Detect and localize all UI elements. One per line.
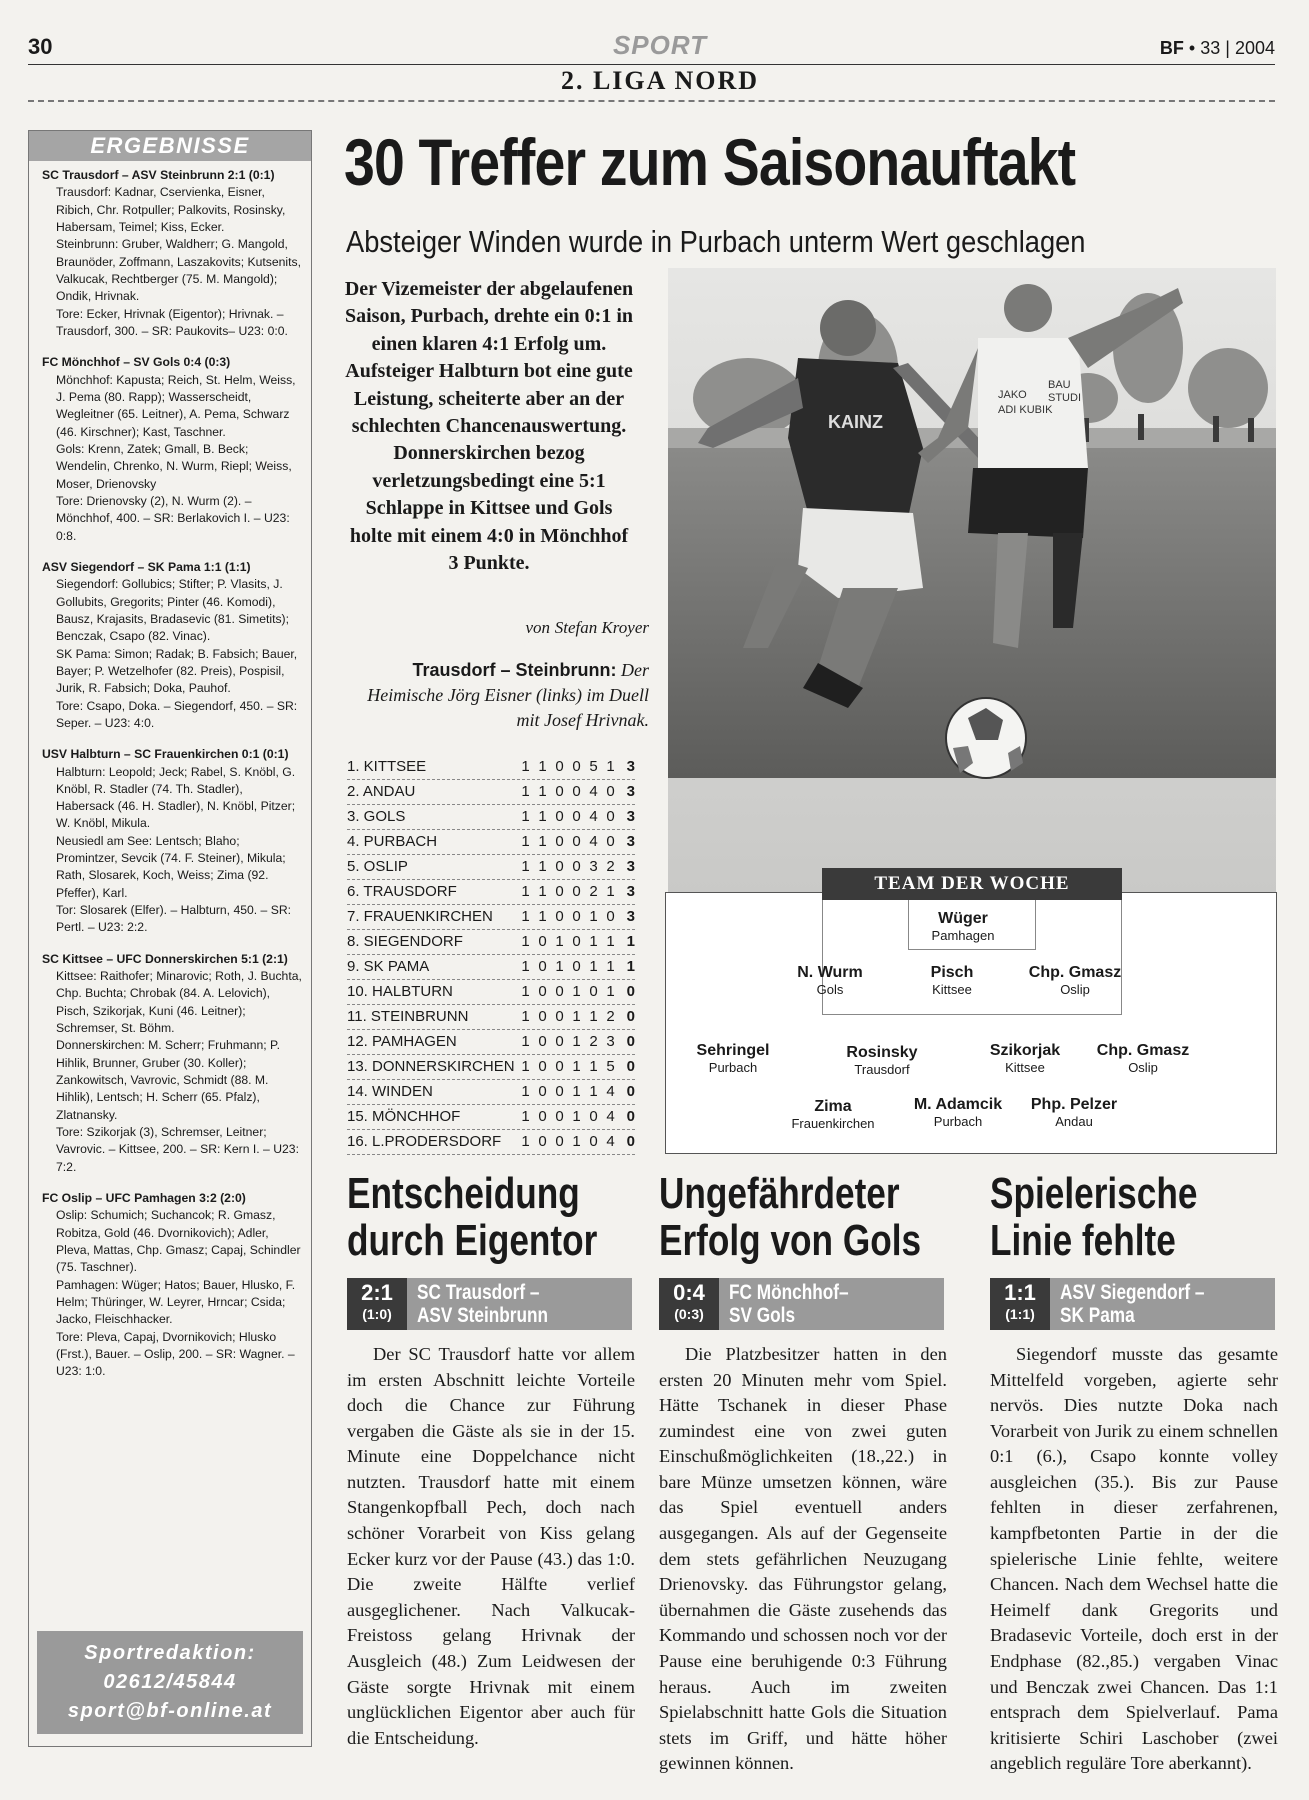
standings-value: 0 [606, 833, 615, 850]
result-line: Oslip: Schumich; Suchancok; R. Gmasz, Robitza, Gold (46. Dvornikovich); Adler, Pleva, Mattas, Chp. Gmasz; Capaj, Schindler (75. Taschner). [56, 1208, 301, 1275]
standings-value: 1 [521, 983, 530, 1000]
player-club: Pamhagen [931, 928, 995, 943]
result-game [42, 559, 303, 732]
main-headline: 30 Treffer zum Saisonauftakt [344, 125, 1076, 199]
standings-team: 11. STEINBRUNN [347, 1008, 469, 1025]
contact-email[interactable]: sport@bf-online.at [67, 1700, 273, 1722]
standings-value: 0 [555, 1008, 564, 1025]
score-teams [729, 1282, 849, 1327]
standings-table [347, 755, 635, 1155]
standings-team: 12. PAMHAGEN [347, 1033, 457, 1050]
results-list [29, 161, 311, 1381]
jersey-sponsor-1: JAKO [998, 389, 1027, 401]
article-headline [990, 1170, 1197, 1264]
standings-row [347, 855, 635, 880]
standings-row [347, 805, 635, 830]
player-name: Chp. Gmasz [1096, 1042, 1190, 1059]
standings-value: 1 [606, 958, 615, 975]
standings-value: 1 [589, 1083, 598, 1100]
standings-team: 13. DONNERSKIRCHEN [347, 1058, 515, 1075]
standings-value: 0 [572, 783, 581, 800]
team-of-week-player [893, 910, 1033, 943]
section-title: SPORT [612, 30, 708, 60]
team-of-week-title: TEAM DER WOCHE [822, 868, 1122, 900]
standings-value: 1 [606, 983, 615, 1000]
score-final: 0:4 [673, 1280, 705, 1305]
standings-value: 1 [572, 1008, 581, 1025]
jersey-sponsor-3: BAU [1048, 379, 1071, 391]
standings-value: 0 [555, 1133, 564, 1150]
standings-value: 1 [555, 958, 564, 975]
standings-points: 0 [626, 1133, 635, 1150]
result-line: Siegendorf: Gollubics; Stifter; P. Vlasits, J. Gollubits, Gregorits; Pinter (46. Komodi), Bausz, Krajasits, Bradasevic (81. Simetits); Benczak, Csapo (82. Vinac). [56, 577, 289, 644]
standings-points: 3 [626, 758, 635, 775]
intro-text: Der Vizemeister der abgelaufenen Saison, Purbach, drehte ein 0:1 in einen klaren 4:1 Erfolg um. Aufsteiger Halbturn bot eine gute Leistung, scheiterte aber an der schlechten Chancenauswertung. Donnerskirchen bezog verletzungsbedingt eine 5:1 Schlappe in Kittsee und Gols holte mit einem 4:0 in Mönchhof 3 Punkte. [344, 278, 634, 574]
header-rule [28, 64, 1275, 65]
article-body: Siegendorf musste das gesamte Mittelfeld vorgeben, agierte sehr nervös. Dies nutzte Doka nach Vorarbeit von Jurik zu einem schnellen 0:1 (6.), Csapo konnte volley ausgleichen (35.). Bis zur Pause fehlten in dieser zerfahrenen, kampfbetonten Partie in der die spielerische Linie fehlte, weitere Chancen. Nach dem Wechsel hatte die Heimelf dank Gregorits und Bradasevic Vorteile, doch erst in der Endphase (82.,85.) vergaben Vinac und Benczak zwei Chancen. Das 1:1 entsprach dem Spielverlauf. Pama kritisierte Schiri Laschober (zwei angeblich reguläre Tore aberkannt). [990, 1344, 1278, 1774]
result-line: Tore: Ecker, Hrivnak (Eigentor); Hrivnak. – Trausdorf, 300. – SR: Paukovits– U23: 0:0. [56, 306, 288, 338]
paper-name: BF [1159, 38, 1184, 58]
standings-value: 4 [606, 1108, 615, 1125]
result-line: Steinbrunn: Gruber, Waldherr; G. Mangold, Braunöder, Zoffmann, Laszakovits; Kutsenits, Valkucak, Rechtberger (75. M. Mangold); Ondik, Hrivnak. [56, 237, 302, 304]
standings-row [347, 1130, 635, 1155]
standings-value: 1 [521, 1033, 530, 1050]
standings-row [347, 980, 635, 1005]
league-title: 2. LIGA NORD [480, 66, 840, 96]
contact-box [37, 1631, 303, 1734]
standings-points: 3 [626, 908, 635, 925]
standings-value: 1 [538, 858, 547, 875]
jersey-sponsor-4: STUDI [1048, 392, 1081, 404]
standings-value: 1 [589, 908, 598, 925]
player-club: Purbach [708, 1060, 758, 1075]
standings-value: 0 [606, 908, 615, 925]
standings-value: 1 [521, 783, 530, 800]
standings-value: 0 [555, 1033, 564, 1050]
standings-value: 1 [538, 758, 547, 775]
standings-team: 4. PURBACH [347, 833, 438, 850]
player-name: Szikorjak [989, 1042, 1061, 1059]
score-team: SK Pama [1060, 1303, 1135, 1327]
player-name: N. Wurm [797, 964, 863, 981]
standings-value: 1 [521, 958, 530, 975]
team-of-week-player [760, 964, 900, 997]
score-team: ASV Steinbrunn [417, 1303, 549, 1327]
standings-value: 1 [589, 958, 598, 975]
standings-points: 0 [626, 1033, 635, 1050]
team-of-week-player [1004, 1096, 1144, 1129]
player-name: Php. Pelzer [1030, 1096, 1118, 1113]
author-prefix: von [525, 618, 550, 637]
standings-value: 1 [572, 1033, 581, 1050]
standings-value: 4 [606, 1083, 615, 1100]
standings-value: 1 [572, 1108, 581, 1125]
player-club: Andau [1055, 1114, 1093, 1129]
standings-value: 0 [572, 758, 581, 775]
article-score-bar [659, 1278, 944, 1330]
standings-value: 1 [572, 983, 581, 1000]
standings-value: 2 [589, 1033, 598, 1050]
score-box [659, 1278, 719, 1330]
standings-value: 0 [572, 933, 581, 950]
standings-value: 0 [538, 1008, 547, 1025]
standings-value: 1 [555, 933, 564, 950]
results-title: ERGEBNISSE [29, 131, 311, 161]
score-team: FC Mönchhof– [729, 1281, 849, 1304]
standings-value: 0 [555, 883, 564, 900]
standings-value: 1 [606, 933, 615, 950]
standings-value: 0 [538, 1083, 547, 1100]
result-line: Tore: Szikorjak (3), Schremser, Leitner; Vavrovic. – Kittsee, 200. – SR: Kern I. – U23: 7:2. [56, 1125, 299, 1174]
standings-team: 8. SIEGENDORF [347, 933, 463, 950]
issue-number: 33 [1200, 38, 1221, 58]
standings-value: 1 [538, 833, 547, 850]
article-headline-line: Entscheidung [347, 1169, 580, 1218]
standings-value: 4 [606, 1133, 615, 1150]
standings-row [347, 1005, 635, 1030]
standings-value: 1 [589, 933, 598, 950]
standings-points: 3 [626, 783, 635, 800]
standings-value: 0 [555, 1083, 564, 1100]
score-teams [417, 1282, 548, 1327]
standings-value: 1 [589, 1058, 598, 1075]
football [946, 698, 1026, 778]
standings-team: 5. OSLIP [347, 858, 408, 875]
article-headline [659, 1170, 921, 1264]
standings-value: 3 [606, 1033, 615, 1050]
standings-value: 1 [538, 808, 547, 825]
article-headline [347, 1170, 597, 1264]
standings-row [347, 1030, 635, 1055]
standings-row [347, 830, 635, 855]
standings-value: 0 [538, 983, 547, 1000]
standings-team: 15. MÖNCHHOF [347, 1108, 461, 1125]
score-final: 2:1 [361, 1280, 393, 1305]
standings-value: 0 [572, 808, 581, 825]
standings-row [347, 1105, 635, 1130]
standings-points: 3 [626, 858, 635, 875]
team-of-week-player [1073, 1042, 1213, 1075]
standings-value: 1 [538, 783, 547, 800]
standings-value: 3 [589, 858, 598, 875]
player-name: M. Adamcik [913, 1096, 1003, 1113]
result-match: FC Oslip – UFC Pamhagen 3:2 (2:0) [42, 1191, 246, 1206]
result-game [42, 1190, 303, 1381]
player-club: Frauenkirchen [791, 1116, 875, 1131]
result-game [42, 354, 303, 545]
standings-value: 0 [589, 983, 598, 1000]
standings-value: 2 [589, 883, 598, 900]
result-game [42, 951, 303, 1176]
result-game [42, 167, 303, 340]
standings-value: 1 [521, 908, 530, 925]
standings-value: 5 [606, 1058, 615, 1075]
standings-value: 1 [572, 1058, 581, 1075]
caption-text: Der Heimische Jörg Eisner (links) im Duell mit Josef Hrivnak. [367, 660, 649, 731]
standings-value: 4 [589, 783, 598, 800]
standings-team: 9. SK PAMA [347, 958, 430, 975]
result-line: Trausdorf: Kadnar, Cservienka, Eisner, Ribich, Chr. Rotpuller; Palkovits, Rosinsky, Habersam, Teimel; Kiss, Ecker. [56, 185, 286, 234]
standings-value: 1 [606, 883, 615, 900]
player-name: Wüger [938, 910, 988, 927]
standings-value: 0 [572, 833, 581, 850]
standings-value: 0 [538, 958, 547, 975]
standings-value: 0 [572, 858, 581, 875]
player-name: Rosinsky [846, 1044, 918, 1061]
result-match: ASV Siegendorf – SK Pama 1:1 (1:1) [42, 559, 251, 574]
score-halftime: (0:3) [674, 1306, 704, 1322]
team-of-week-player [882, 964, 1022, 997]
standings-row [347, 905, 635, 930]
standings-value: 0 [538, 1058, 547, 1075]
player-name: Chp. Gmasz [1028, 964, 1122, 981]
score-teams [1060, 1282, 1204, 1327]
contact-phone[interactable]: 02612/45844 [103, 1671, 237, 1693]
article-headline-line: Ungefährdeter [659, 1169, 900, 1218]
result-line: Halbturn: Leopold; Jeck; Rabel, S. Knöbl, G. Knöbl, R. Stadler (74. Th. Stadler), Habersack (46. H. Stadler), N. Knöbl, Pitzer; W. Knöbl, Mikula. [56, 764, 296, 831]
result-line: Tore: Drienovsky (2), N. Wurm (2). – Mönchhof, 400. – SR: Berlakovich I. – U23: 0:8. [56, 493, 290, 543]
standings-value: 1 [521, 933, 530, 950]
standings-value: 4 [589, 833, 598, 850]
standings-team: 16. L.PRODERSDORF [347, 1133, 502, 1150]
results-box [28, 130, 312, 1747]
standings-value: 5 [589, 758, 598, 775]
player-name: Sehringel [696, 1042, 770, 1059]
score-box [990, 1278, 1050, 1330]
player-club: Kittsee [932, 982, 972, 997]
result-line: Donnerskirchen: M. Scherr; Fruhmann; P. Hihlik, Brunner, Gruber (30. Koller); Zankowitsch, Vavrovic, Schmidt (88. M. Hihlik), Lentsch; H. Scherr (65. Pfalz), Zlatnansky. [56, 1038, 280, 1122]
player-name: Zima [814, 1098, 852, 1115]
standings-points: 1 [626, 933, 635, 950]
result-line: Pamhagen: Wüger; Hatos; Bauer, Hlusko, F. Helm; Thüringer, W. Leyrer, Hrncar; Csida; Jacko, Fleischhacker. [56, 1277, 296, 1327]
standings-value: 0 [555, 783, 564, 800]
score-team: ASV Siegendorf – [1060, 1281, 1205, 1304]
score-team: SV Gols [729, 1303, 796, 1327]
standings-value: 1 [521, 883, 530, 900]
standings-row [347, 955, 635, 980]
standings-points: 0 [626, 1108, 635, 1125]
standings-row [347, 930, 635, 955]
standings-points: 0 [626, 983, 635, 1000]
article-headline-line: Spielerische [990, 1169, 1198, 1218]
standings-team: 7. FRAUENKIRCHEN [347, 908, 493, 925]
standings-value: 2 [606, 858, 615, 875]
standings-value: 1 [572, 1133, 581, 1150]
result-game [42, 746, 303, 937]
standings-value: 0 [538, 933, 547, 950]
standings-row [347, 755, 635, 780]
team-of-week-player [663, 1042, 803, 1075]
team-of-week-player [812, 1044, 952, 1077]
article-headline-line: Linie fehlte [990, 1216, 1176, 1266]
result-line: Neusiedl am See: Lentsch; Blaho; Promintzer, Sevcik (74. F. Steiner), Mikula; Rath, Slosarek, Koch, Weiss; Zima (92. Pfeffer), Karl. [56, 833, 286, 900]
standings-row [347, 1080, 635, 1105]
standings-row [347, 1055, 635, 1080]
standings-value: 0 [555, 808, 564, 825]
page-number: 30 [28, 34, 53, 59]
result-match: SC Kittsee – UFC Donnerskirchen 5:1 (2:1) [42, 951, 288, 966]
standings-value: 1 [521, 1108, 530, 1125]
jersey-sponsor-2: ADI KUBIK [998, 404, 1053, 416]
standings-team: 6. TRAUSDORF [347, 883, 457, 900]
standings-value: 1 [521, 833, 530, 850]
result-match: SC Trausdorf – ASV Steinbrunn 2:1 (0:1) [42, 168, 275, 182]
main-subheadline: Absteiger Winden wurde in Purbach unterm Wert geschlagen [346, 224, 1086, 259]
result-line: SK Pama: Simon; Radak; B. Fabsich; Bauer, Bayer; P. Wetzelhofer (82. Preis), Pospisil, Jurik, R. Fabsich; Doka, Pauhof. [56, 646, 298, 696]
article-score-bar [990, 1278, 1275, 1330]
standings-value: 1 [538, 883, 547, 900]
player-club: Oslip [1128, 1060, 1158, 1075]
result-line: Tore: Pleva, Capaj, Dvornikovich; Hlusko (Frst.), Bauer. – Oslip, 200. – SR: Wagner. – U23: 1:0. [56, 1329, 295, 1379]
standings-value: 0 [555, 833, 564, 850]
result-line: Mönchhof: Kapusta; Reich, St. Helm, Weiss, J. Pema (80. Rapp); Wasserscheidt, Wegleitner (65. Leitner), A. Pema, Schwarz (46. Kirschner); Kast, Taschner. [56, 372, 296, 439]
standings-value: 1 [538, 908, 547, 925]
player-name: Pisch [930, 964, 974, 981]
standings-team: 2. ANDAU [347, 783, 416, 800]
standings-value: 0 [555, 908, 564, 925]
standings-value: 1 [521, 858, 530, 875]
standings-value: 0 [538, 1133, 547, 1150]
standings-points: 1 [626, 958, 635, 975]
result-match: FC Mönchhof – SV Gols 0:4 (0:3) [42, 355, 231, 370]
standings-value: 0 [572, 908, 581, 925]
standings-value: 0 [555, 983, 564, 1000]
standings-value: 0 [572, 958, 581, 975]
standings-value: 0 [572, 883, 581, 900]
standings-value: 0 [555, 1108, 564, 1125]
header-dashed-rule [28, 100, 1275, 102]
article-body: Die Platzbesitzer hatten in den ersten 20 Minuten mehr vom Spiel. Hätte Tschanek in dieser Phase zumindest eine von zwei guten Einschußmöglichkeiten (18.,22.) in bare Münze umsetzen können, wäre das Spiel eventuell anders ausgegangen. Als auf der Gegenseite dem stets gefährlichen Neuzugang Drienovsky. das Führungstor gelang, übernahmen die Gäste zusehends das Kommando und schossen noch vor der Pause eine beruhigende 0:3 Führung heraus. Auch im zweiten Spielabschnitt hatte Gols die Situation stets im Griff, und hätte höher gewinnen können. [659, 1344, 947, 1774]
standings-team: 1. KITTSEE [347, 758, 427, 775]
issue-year: 2004 [1234, 38, 1275, 58]
result-line: Kittsee: Raithofer; Minarovic; Roth, J. Buchta, Chp. Buchta; Chrobak (84. A. Lelovich), Pisch, Szikorjak, Kuni (46. Leitner); Schremser, St. Böhm. [56, 969, 302, 1036]
standings-team: 10. HALBTURN [347, 983, 453, 1000]
result-line: Tore: Csapo, Doka. – Siegendorf, 450. – SR: Seper. – U23: 4:0. [56, 698, 298, 730]
standings-points: 0 [626, 1083, 635, 1100]
standings-value: 1 [589, 1008, 598, 1025]
photo-caption [344, 658, 649, 734]
standings-value: 0 [589, 1133, 598, 1150]
match-photo [668, 268, 1276, 893]
standings-value: 1 [521, 758, 530, 775]
standings-points: 0 [626, 1008, 635, 1025]
standings-value: 0 [606, 783, 615, 800]
team-of-week-player [763, 1098, 903, 1131]
standings-value: 1 [521, 808, 530, 825]
standings-value: 1 [521, 1133, 530, 1150]
player-club: Trausdorf [854, 1062, 910, 1077]
jersey-text-left: KAINZ [828, 412, 883, 432]
score-halftime: (1:0) [362, 1306, 392, 1322]
standings-row [347, 780, 635, 805]
team-of-week-player [1005, 964, 1145, 997]
standings-value: 0 [538, 1108, 547, 1125]
standings-points: 0 [626, 1058, 635, 1075]
standings-value: 1 [572, 1083, 581, 1100]
standings-value: 1 [521, 1058, 530, 1075]
standings-value: 0 [555, 1058, 564, 1075]
issue-info: BF • 33 | 2004 [1159, 38, 1275, 58]
caption-lead: Trausdorf – Steinbrunn: [412, 660, 617, 680]
standings-value: 0 [538, 1033, 547, 1050]
standings-points: 3 [626, 808, 635, 825]
standings-value: 1 [606, 758, 615, 775]
standings-team: 3. GOLS [347, 808, 406, 825]
score-team: SC Trausdorf – [417, 1281, 540, 1304]
result-match: USV Halbturn – SC Frauenkirchen 0:1 (0:1) [42, 747, 289, 762]
contact-label: Sportredaktion: [84, 1642, 256, 1664]
standings-value: 1 [521, 1083, 530, 1100]
standings-points: 3 [626, 883, 635, 900]
article-body: Der SC Trausdorf hatte vor allem im ersten Abschnitt leichte Vorteile doch die Chance zur Führung vergaben die Gäste als sie in der 15. Minute eine Doppelchance nicht nutzten. Trausdorf hatte mit einem Stangenkopfball Pech, doch nach schöner Vorarbeit von Kiss gelang Ecker kurz vor der Pause (43.) das 1:0. Die zweite Hälfte verlief ausgeglichener. Nach Valkucak-Freistoss gelang Hrivnak der Ausgleich (48.) Zum Leidwesen der Gäste sorgte Hrivnak mit einem unglücklichen Eigentor aber auch für die Entscheidung. [347, 1344, 635, 1748]
standings-team: 14. WINDEN [347, 1083, 433, 1100]
result-line: Gols: Krenn, Zatek; Gmall, B. Beck; Wendelin, Chrenko, N. Wurm, Riepl; Weiss, Moser, Drienovsky [56, 441, 292, 491]
player-club: Kittsee [1005, 1060, 1045, 1075]
result-line: Tor: Slosarek (Elfer). – Halbturn, 450. – SR: Pertl. – U23: 2:2. [56, 903, 292, 935]
author-line [344, 618, 649, 638]
player-club: Oslip [1060, 982, 1090, 997]
standings-value: 4 [589, 808, 598, 825]
standings-value: 0 [555, 858, 564, 875]
score-box [347, 1278, 407, 1330]
standings-points: 3 [626, 833, 635, 850]
standings-value: 1 [521, 1008, 530, 1025]
article-score-bar [347, 1278, 632, 1330]
standings-value: 0 [589, 1108, 598, 1125]
standings-value: 0 [555, 758, 564, 775]
article-headline-line: durch Eigentor [347, 1216, 598, 1266]
standings-value: 0 [606, 808, 615, 825]
standings-row [347, 880, 635, 905]
author-name: Stefan Kroyer [554, 618, 649, 637]
standings-value: 2 [606, 1008, 615, 1025]
player-club: Purbach [933, 1114, 983, 1129]
score-final: 1:1 [1004, 1280, 1036, 1305]
article-headline-line: Erfolg von Gols [659, 1216, 922, 1266]
player-club: Gols [816, 982, 844, 997]
score-halftime: (1:1) [1005, 1306, 1035, 1322]
